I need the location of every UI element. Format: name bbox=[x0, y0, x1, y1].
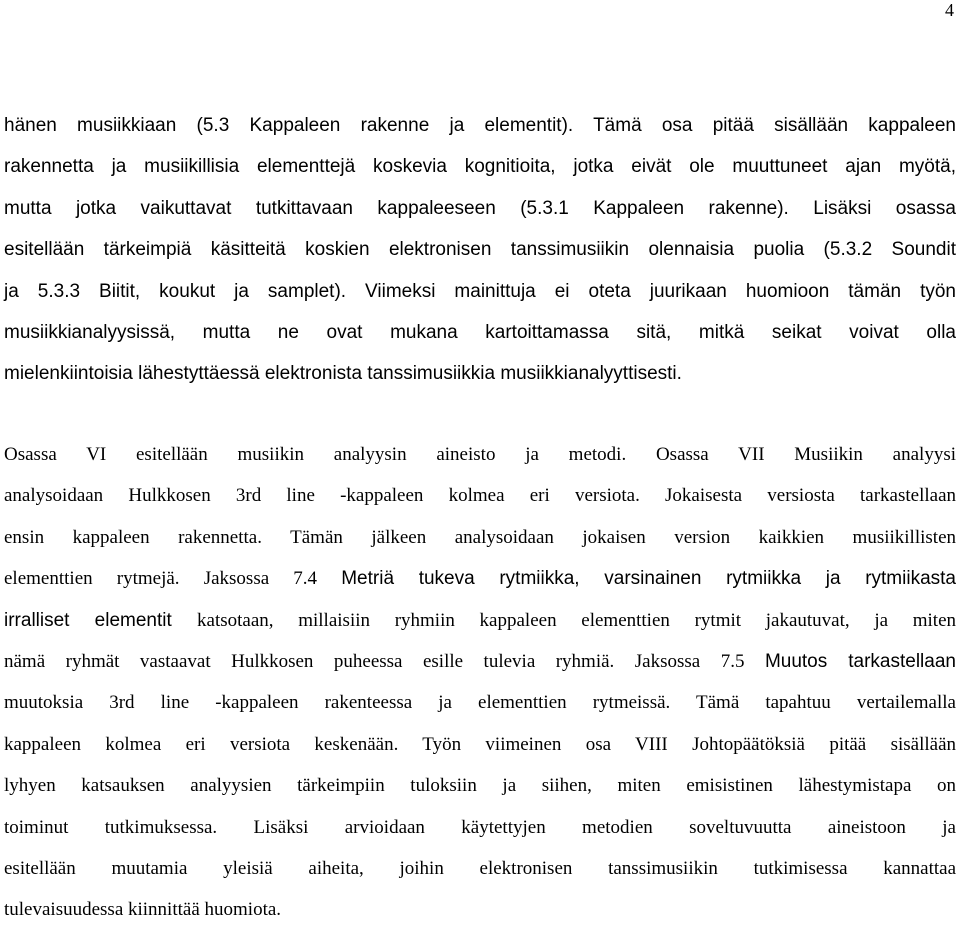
text-run: hänen musiikkiaan (5.3 Kappaleen rakenne ja elementit). Tämä osa pitää sisällään kappaleen bbox=[4, 115, 956, 136]
text-run: irralliset elementit bbox=[4, 609, 198, 631]
text-line bbox=[4, 229, 956, 270]
text-line bbox=[4, 146, 956, 187]
text-run: Osassa VI esitellään musiikin analyysin aineisto ja metodi. Osassa VII Musiikin analyysi bbox=[4, 444, 956, 465]
text-run: lyhyen katsauksen analyysien tärkeimpiin tuloksiin ja siihen, miten emisistinen lähestymistapa on bbox=[4, 775, 956, 797]
text-run: Metriä tukeva rytmiikka, varsinainen rytmiikka ja rytmiikasta bbox=[341, 568, 956, 590]
text-line bbox=[4, 765, 956, 806]
text-run: tulevaisuudessa kiinnittää huomiota. bbox=[4, 899, 282, 921]
text-line bbox=[4, 312, 956, 353]
text-run: mielenkiintoisia lähestyttäessä elektronista tanssimusiikkia musiikkianalyyttisesti. bbox=[4, 363, 682, 385]
text-run: Muutos tarkastellaan bbox=[764, 651, 956, 673]
text-run: elementtien rytmejä. Jaksossa 7.4 bbox=[4, 568, 342, 590]
text-run: nämä ryhmät vastaavat Hulkkosen puheessa esille tulevia ryhmiä. Jaksossa 7.5 bbox=[4, 651, 765, 673]
text-line bbox=[4, 600, 956, 641]
text-line bbox=[4, 848, 956, 889]
text-run: katsotaan, millaisiin ryhmiin kappaleen elementtien rytmit jakautuvat, ja miten bbox=[197, 609, 957, 631]
paragraph-2 bbox=[4, 434, 956, 931]
paragraph-1 bbox=[4, 105, 956, 395]
text-line bbox=[4, 682, 956, 723]
page-number: 4 bbox=[945, 0, 954, 20]
text-line bbox=[4, 889, 956, 930]
text-run: ensin kappaleen rakennetta. Tämän jälkeen analysoidaan jokaisen version kaikkien musiikillisten bbox=[4, 526, 956, 548]
text-line bbox=[4, 475, 956, 516]
text-line bbox=[4, 271, 956, 312]
text-line bbox=[4, 105, 956, 146]
text-run: esitellään muutamia yleisiä aiheita, joihin elektronisen tanssimusiikin tutkimisessa kannattaa bbox=[4, 858, 956, 880]
text-line bbox=[4, 558, 956, 599]
text-line bbox=[4, 188, 956, 229]
text-line bbox=[4, 724, 956, 765]
text-run: mutta jotka vaikuttavat tutkittavaan kappaleeseen (5.3.1 Kappaleen rakenne). Lisäksi osassa bbox=[4, 197, 956, 219]
text-run: kappaleen kolmea eri versiota keskenään. Työn viimeinen osa VIII Johtopäätöksiä pitää sisällään bbox=[4, 733, 956, 755]
text-run: esitellään tärkeimpiä käsitteitä koskien elektronisen tanssimusiikin olennaisia puolia (5.3.2 Soundit bbox=[4, 239, 956, 261]
text-run: musiikkianalyysissä, mutta ne ovat mukana kartoittamassa sitä, mitkä seikat voivat olla bbox=[4, 322, 956, 344]
text-line bbox=[4, 641, 956, 682]
text-run: analysoidaan Hulkkosen 3rd line -kappaleen kolmea eri versiota. Jokaisesta versiosta tarkastellaan bbox=[4, 485, 956, 507]
text-line bbox=[4, 434, 956, 475]
text-run: muutoksia 3rd line -kappaleen rakenteessa ja elementtien rytmeissä. Tämä tapahtuu vertailemalla bbox=[4, 692, 956, 714]
text-line bbox=[4, 517, 956, 558]
text-run: rakennetta ja musiikillisia elementtejä koskevia kognitioita, jotka eivät ole muuttuneet ajan myötä, bbox=[4, 156, 956, 178]
text-line bbox=[4, 353, 956, 394]
text-line bbox=[4, 807, 956, 848]
text-run: toiminut tutkimuksessa. Lisäksi arvioidaan käytettyjen metodien soveltuvuutta aineistoon ja bbox=[4, 816, 956, 838]
text-run: ja 5.3.3 Biitit, koukut ja samplet). Viimeksi mainittuja ei oteta juurikaan huomioon tämän työn bbox=[4, 280, 956, 302]
